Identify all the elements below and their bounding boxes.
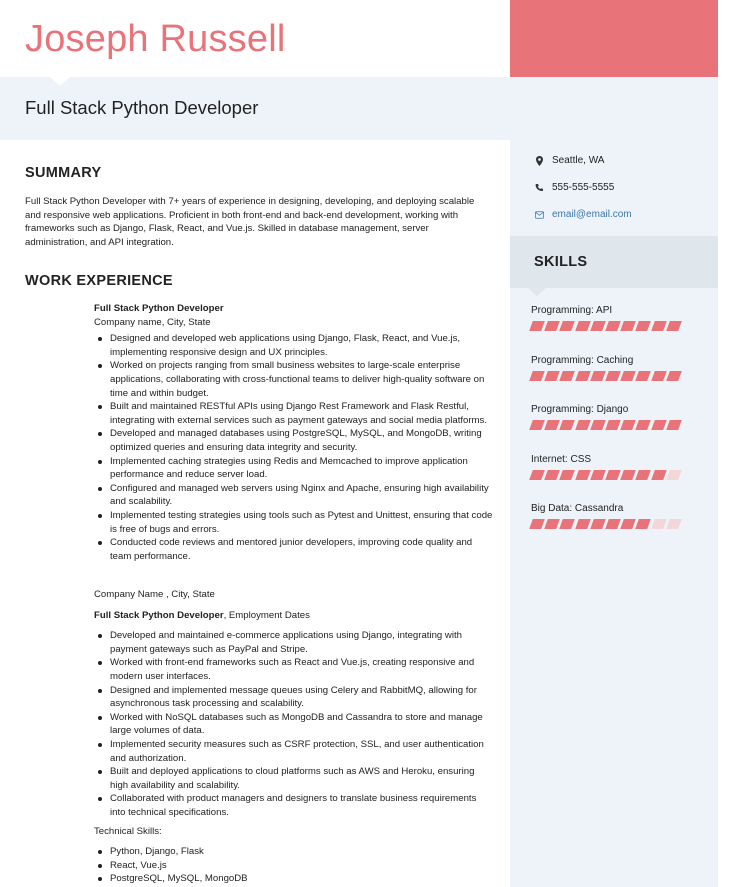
list-item: Python, Django, Flask	[94, 845, 494, 859]
skill-segment-filled	[529, 470, 545, 480]
job-dates: , Employment Dates	[223, 609, 310, 621]
list-item: Worked with front-end frameworks such as React and Vue.js, creating responsive and modern user interfaces.	[94, 656, 494, 683]
job-role: Full Stack Python Developer	[94, 303, 224, 314]
skill-segment-filled	[590, 371, 606, 381]
skill-segment-filled	[529, 321, 545, 331]
skill-rating-bar	[531, 321, 701, 331]
skill-segment-filled	[651, 371, 667, 381]
title-band-notch	[50, 77, 70, 86]
header-accent-block	[510, 0, 718, 77]
phone-icon	[535, 183, 544, 193]
skill-segment-filled	[544, 371, 560, 381]
location-pin-icon	[535, 156, 544, 166]
technical-skills-label: Technical Skills:	[94, 825, 162, 837]
skill-item	[531, 355, 701, 381]
list-item: Worked on projects ranging from small business websites to large-scale enterprise applications, collaborating with cross-functional teams to deliver high-quality software on time and within budget.	[94, 359, 494, 400]
summary-text: Full Stack Python Developer with 7+ years of experience in designing, developing, and deploying scalable and responsive web applications. Proficient in both front-end and back-end development, working with frameworks such as Django, Flask, React, and Vue.js. Skilled in database management, server administration, and API integration.	[25, 196, 475, 248]
list-item: Implemented security measures such as CSRF protection, SSL, and user authentication and authorization.	[94, 738, 494, 765]
skill-segment-filled	[635, 470, 651, 480]
skill-segment-empty	[666, 519, 682, 529]
list-item: Configured and managed web servers using Nginx and Apache, ensuring high availability and scalability.	[94, 482, 494, 509]
skill-segment-filled	[605, 420, 621, 430]
skill-rating-bar	[531, 371, 701, 381]
skill-segment-filled	[590, 519, 606, 529]
skill-segment-filled	[605, 371, 621, 381]
skill-segment-filled	[529, 371, 545, 381]
skill-segment-filled	[544, 519, 560, 529]
skill-segment-filled	[605, 470, 621, 480]
phone-text: 555-555-5555	[552, 182, 615, 193]
skill-segment-filled	[544, 420, 560, 430]
job-company: Company Name , City, State	[94, 589, 215, 600]
sidebar	[510, 77, 718, 887]
job-bullets	[94, 332, 494, 563]
skill-name: Programming: API	[531, 305, 613, 316]
job-bullets	[94, 629, 494, 819]
skill-segment-filled	[620, 371, 636, 381]
skill-name: Programming: Django	[531, 404, 629, 415]
list-item: Collaborated with product managers and designers to translate business requirements into technical specifications.	[94, 792, 494, 819]
skill-segment-filled	[620, 470, 636, 480]
skill-segment-filled	[529, 519, 545, 529]
list-item: Built and deployed applications to cloud platforms such as AWS and Heroku, ensuring high availability and scalability.	[94, 765, 494, 792]
skill-segment-empty	[651, 519, 667, 529]
skill-segment-filled	[575, 420, 591, 430]
job-role-line	[94, 609, 494, 623]
contact-email[interactable]	[535, 209, 632, 220]
skill-segment-filled	[620, 420, 636, 430]
list-item: Developed and managed databases using PostgreSQL, MySQL, and MongoDB, writing optimized queries and ensuring data integrity and security.	[94, 427, 494, 454]
job-entry-1	[94, 302, 494, 563]
skill-item	[531, 454, 701, 480]
list-item: Conducted code reviews and mentored junior developers, improving code quality and team performance.	[94, 536, 494, 563]
skills-title: SKILLS	[534, 254, 588, 270]
skill-segment-filled	[635, 321, 651, 331]
skill-name: Internet: CSS	[531, 454, 592, 465]
skill-segment-filled	[560, 470, 576, 480]
job-title: Full Stack Python Developer	[25, 97, 259, 118]
skill-segment-filled	[666, 371, 682, 381]
work-experience-title: WORK EXPERIENCE	[25, 273, 173, 289]
job-company: Company name, City, State	[94, 316, 211, 328]
skill-segment-filled	[620, 519, 636, 529]
email-icon	[535, 210, 544, 220]
skill-segment-filled	[560, 519, 576, 529]
skill-segment-filled	[575, 519, 591, 529]
list-item: Designed and implemented message queues using Celery and RabbitMQ, allowing for asynchronous task processing and scalability.	[94, 684, 494, 711]
skill-segment-filled	[590, 420, 606, 430]
skill-segment-filled	[544, 470, 560, 480]
skill-rating-bar	[531, 420, 701, 430]
contact-location	[535, 155, 604, 166]
skill-segment-filled	[635, 371, 651, 381]
list-item: PostgreSQL, MySQL, MongoDB	[94, 872, 494, 886]
skill-segment-filled	[575, 321, 591, 331]
skill-item	[531, 305, 701, 331]
job-entry-2	[94, 588, 494, 886]
technical-skills-list	[94, 845, 494, 886]
skill-segment-filled	[651, 420, 667, 430]
skill-segment-filled	[560, 321, 576, 331]
skill-segment-filled	[560, 371, 576, 381]
skill-segment-filled	[575, 371, 591, 381]
candidate-name: Joseph Russell	[25, 18, 286, 60]
list-item: Implemented caching strategies using Redis and Memcached to improve application performance and reduce server load.	[94, 455, 494, 482]
skill-segment-filled	[605, 519, 621, 529]
list-item: React, Vue.js	[94, 859, 494, 873]
skill-segment-filled	[605, 321, 621, 331]
skill-segment-filled	[651, 321, 667, 331]
location-text: Seattle, WA	[552, 155, 605, 166]
skill-item	[531, 503, 701, 529]
skill-segment-filled	[666, 420, 682, 430]
skill-segment-filled	[529, 420, 545, 430]
list-item: Developed and maintained e-commerce applications using Django, integrating with payment gateways such as PayPal and Stripe.	[94, 629, 494, 656]
skill-segment-filled	[560, 420, 576, 430]
skill-segment-filled	[635, 420, 651, 430]
skill-segment-filled	[635, 519, 651, 529]
skill-segment-empty	[666, 470, 682, 480]
skill-segment-filled	[666, 321, 682, 331]
summary-title: SUMMARY	[25, 165, 102, 181]
job-role: Full Stack Python Developer	[94, 609, 224, 621]
skill-item	[531, 404, 701, 430]
skill-segment-filled	[590, 470, 606, 480]
skill-name: Programming: Caching	[531, 355, 634, 366]
email-link[interactable]: email@email.com	[552, 209, 632, 220]
list-item: Built and maintained RESTful APIs using Django Rest Framework and Flask Restful, integrating with external services such as payment gateways and social media platforms.	[94, 400, 494, 427]
skill-segment-filled	[544, 321, 560, 331]
skill-segment-filled	[590, 321, 606, 331]
contact-phone	[535, 182, 614, 193]
list-item: Designed and developed web applications using Django, Flask, React, and Vue.js, implementing responsive design and UX principles.	[94, 332, 494, 359]
skill-name: Big Data: Cassandra	[531, 503, 624, 514]
skill-segment-filled	[575, 470, 591, 480]
skill-rating-bar	[531, 470, 701, 480]
skill-segment-filled	[651, 470, 667, 480]
skill-segment-filled	[620, 321, 636, 331]
skills-header-notch	[528, 288, 546, 296]
skill-rating-bar	[531, 519, 701, 529]
list-item: Implemented testing strategies using tools such as Pytest and Unittest, ensuring that code is free of bugs and errors.	[94, 509, 494, 536]
list-item: Worked with NoSQL databases such as MongoDB and Cassandra to store and manage large volumes of data.	[94, 711, 494, 738]
